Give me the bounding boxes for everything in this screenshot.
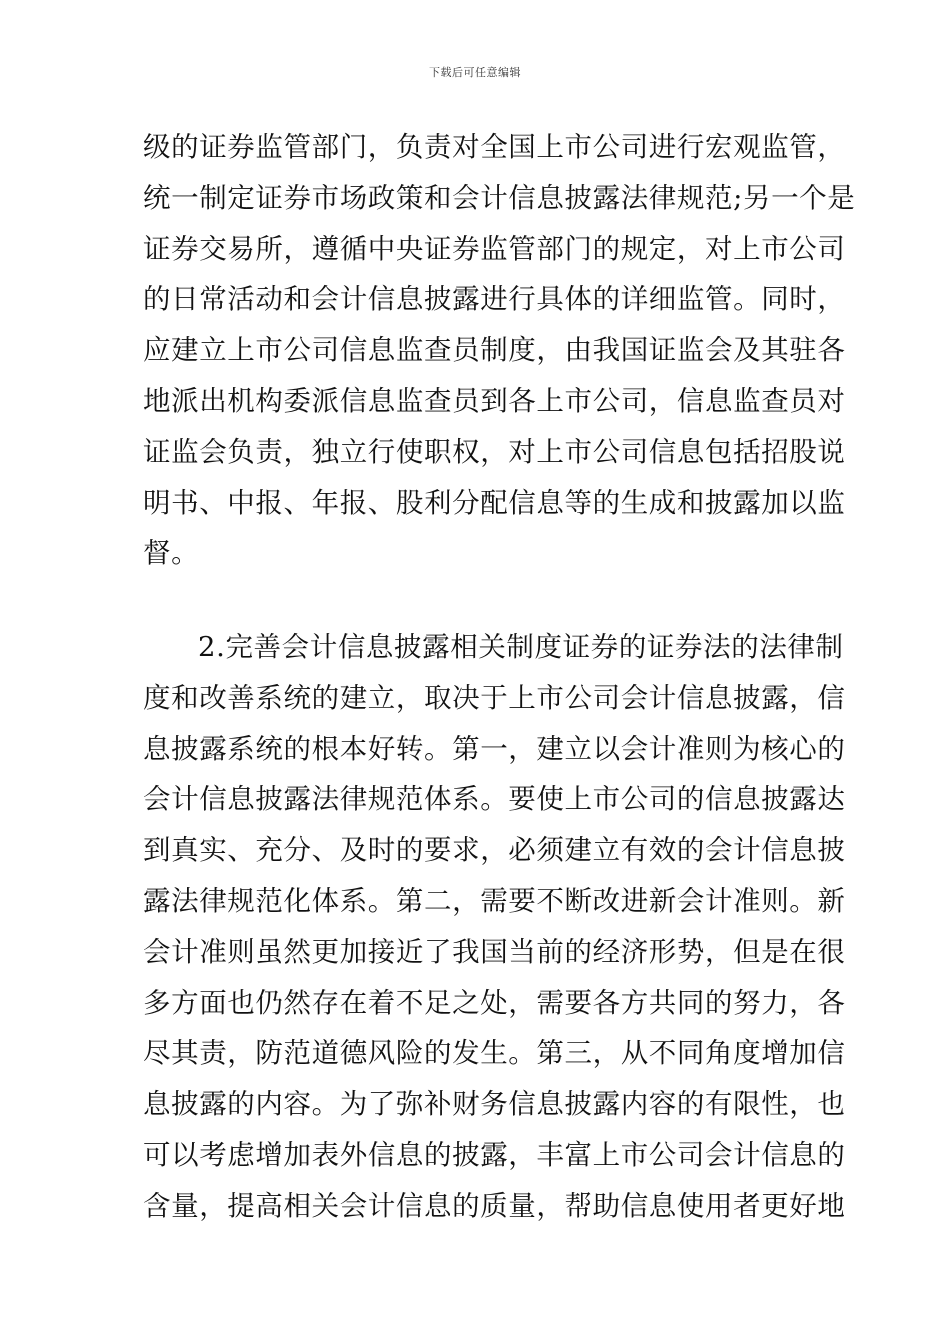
paragraph-2	[143, 622, 846, 1232]
paragraph-1-line: 明书、中报、年报、股利分配信息等的生成和披露加以监	[143, 486, 846, 519]
paragraph-2-line: 息披露系统的根本好转。第一，建立以会计准则为核心的	[143, 732, 846, 765]
paragraph-1-line: 的日常活动和会计信息披露进行具体的详细监管。同时，	[143, 283, 846, 316]
paragraph-2-line: 2.完善会计信息披露相关制度证券的证券法的法律制	[198, 631, 844, 663]
paragraph-1-line: 统一制定证券市场政策和会计信息披露法律规范;另一个是	[143, 181, 856, 214]
paragraph-1-line: 证监会负责，独立行使职权，对上市公司信息包括招股说	[143, 435, 846, 468]
paragraph-2-line: 会计信息披露法律规范体系。要使上市公司的信息披露达	[143, 783, 846, 816]
paragraph-2-line: 多方面也仍然存在着不足之处，需要各方共同的努力，各	[143, 986, 846, 1019]
paragraph-1-line: 督。	[143, 537, 200, 570]
paragraph-1-line: 应建立上市公司信息监查员制度，由我国证监会及其驻各	[143, 334, 846, 367]
page-header-note: 下载后可任意编辑	[429, 66, 521, 79]
paragraph-2-line: 可以考虑增加表外信息的披露，丰富上市公司会计信息的	[143, 1138, 846, 1171]
paragraph-2-line: 露法律规范化体系。第二，需要不断改进新会计准则。新	[143, 884, 846, 917]
paragraph-2-line: 息披露的内容。为了弥补财务信息披露内容的有限性，也	[143, 1088, 846, 1121]
paragraph-2-line: 尽其责，防范道德风险的发生。第三，从不同角度增加信	[143, 1037, 846, 1070]
paragraph-2-line: 含量，提高相关会计信息的质量，帮助信息使用者更好地	[143, 1189, 846, 1222]
paragraph-2-line: 会计准则虽然更加接近了我国当前的经济形势，但是在很	[143, 935, 846, 968]
paragraph-2-line: 度和改善系统的建立，取决于上市公司会计信息披露，信	[143, 681, 846, 714]
paragraph-2-line: 到真实、充分、及时的要求，必须建立有效的会计信息披	[143, 834, 846, 867]
paragraph-1-line: 证券交易所，遵循中央证券监管部门的规定，对上市公司	[143, 232, 846, 265]
paragraph-1-line: 级的证券监管部门，负责对全国上市公司进行宏观监管，	[143, 131, 846, 163]
paragraph-1	[143, 122, 856, 579]
paragraph-1-line: 地派出机构委派信息监查员到各上市公司，信息监查员对	[143, 384, 846, 417]
